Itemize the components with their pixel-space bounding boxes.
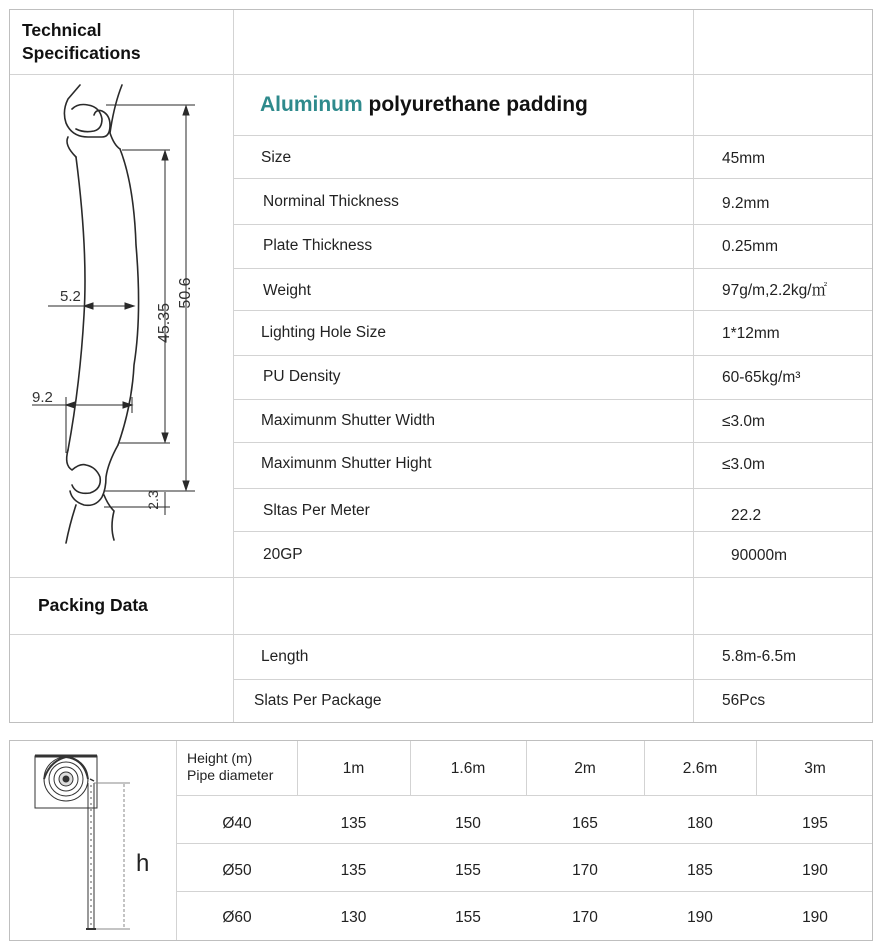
- spec-row-divider: [234, 399, 872, 400]
- pipe-cell: 190: [687, 909, 713, 926]
- slat-top-hook: [64, 85, 110, 137]
- spec-value-weight: 97g/m,2.2kg/㎡: [722, 282, 828, 299]
- slat-top-inner: [67, 137, 76, 157]
- packing-header: Packing Data: [38, 595, 148, 615]
- spec-row-divider: [234, 310, 872, 311]
- pipe-cell: 195: [802, 815, 828, 832]
- height-header-1-6m: 1.6m: [450, 760, 486, 777]
- spec-label-weight: Weight: [263, 282, 311, 299]
- pipe-cell: 135: [340, 815, 367, 832]
- spec-row-divider: [234, 135, 872, 136]
- spec-col-divider-2: [693, 10, 694, 722]
- pipe-cell: 150: [455, 815, 481, 832]
- pipe-label-50: Ø50: [222, 862, 252, 879]
- pipe-cell: 165: [572, 815, 598, 832]
- spec-value-max-width: ≤3.0m: [722, 413, 765, 430]
- spec-label-size: Size: [261, 149, 292, 166]
- height-header-2-6m: 2.6m: [682, 760, 718, 777]
- spec-row-divider: [234, 679, 872, 680]
- slat-top-hook-inner: [72, 105, 102, 132]
- spec-label-hole-size: Lighting Hole Size: [261, 324, 386, 341]
- pipe-label-40: Ø40: [222, 815, 252, 832]
- spec-value-20gp: 90000m: [731, 547, 788, 564]
- spec-header: [22, 19, 141, 65]
- spec-label-max-height: Maximunm Shutter Hight: [261, 455, 432, 472]
- slat-top-outer: [110, 85, 122, 149]
- dim-width-label: 9.2: [32, 389, 53, 406]
- spec-value-pu-density: 60-65kg/m³: [722, 369, 801, 386]
- spec-row-divider: [234, 355, 872, 356]
- pipe-cell: 130: [340, 909, 367, 926]
- spec-row-divider: [234, 488, 872, 489]
- pipe-table-header: [187, 750, 273, 784]
- pipe-cell: 185: [687, 862, 713, 879]
- slat-profile-drawing: [10, 75, 233, 577]
- pipe-cell: 190: [802, 862, 828, 879]
- packing-value-slats-per-package: 56Pcs: [722, 692, 766, 709]
- packing-label-length: Length: [261, 648, 309, 665]
- spec-header-line1: Technical: [22, 20, 102, 40]
- pipe-header-height: Height (m): [187, 750, 253, 766]
- pipe-cell: 155: [455, 862, 481, 879]
- spec-label-pu-density: PU Density: [263, 368, 341, 385]
- slat-bottom-hook: [67, 450, 101, 493]
- height-h-label: h: [136, 850, 150, 877]
- height-header-3m: 3m: [804, 760, 826, 777]
- spec-row-divider: [10, 634, 872, 635]
- spec-row-divider: [234, 531, 872, 532]
- spec-value-slats-per-meter: 22.2: [731, 507, 762, 524]
- spec-row-divider: [234, 268, 872, 269]
- slat-body-right: [118, 149, 139, 445]
- spec-label-plate-thickness: Plate Thickness: [263, 237, 373, 254]
- dim-total-label: 50.6: [177, 277, 194, 309]
- product-title-accent: Aluminum: [260, 93, 363, 116]
- pipe-label-60: Ø60: [222, 909, 252, 926]
- spec-value-hole-size: 1*12mm: [722, 325, 780, 342]
- spec-value-max-height: ≤3.0m: [722, 456, 765, 473]
- spec-value-nominal-thickness: 9.2mm: [722, 195, 770, 212]
- spec-value-size: 45mm: [722, 150, 766, 167]
- slat-bottom-left-tail: [66, 505, 76, 543]
- pipe-cell: 135: [340, 862, 367, 879]
- roller-shutter-illustration: [10, 741, 176, 940]
- height-header-2m: 2m: [574, 760, 596, 777]
- spec-label-max-width: Maximunm Shutter Width: [261, 412, 435, 429]
- pipe-row-divider: [177, 795, 872, 796]
- spec-value-plate-thickness: 0.25mm: [722, 238, 778, 255]
- slat-bottom-hook-outer: [70, 445, 118, 505]
- pipe-cell: 155: [455, 909, 481, 926]
- spec-label-nominal-thickness: Norminal Thickness: [263, 193, 399, 210]
- pipe-cell: 170: [572, 909, 598, 926]
- product-title-rest: polyurethane padding: [362, 93, 588, 116]
- dim-thickness-label: 5.2: [60, 288, 81, 305]
- dim-body-label: 45.35: [156, 302, 173, 344]
- pipe-row-divider: [177, 891, 872, 892]
- spec-row-divider: [10, 577, 872, 578]
- spec-col-divider-1: [233, 10, 234, 722]
- pipe-row-divider: [177, 843, 872, 844]
- slat-bottom-right-tail: [104, 495, 114, 540]
- spec-header-line2: Specifications: [22, 43, 141, 63]
- packing-label-slats-per-package: Slats Per Package: [254, 692, 382, 709]
- spec-label-slats-per-meter: Sltas Per Meter: [263, 502, 370, 519]
- dim-hook-label: 2.3: [145, 490, 161, 510]
- spec-row-divider: [234, 442, 872, 443]
- product-title: [260, 93, 588, 117]
- spec-row-divider: [234, 224, 872, 225]
- height-header-1m: 1m: [342, 760, 365, 777]
- spec-row-divider: [234, 178, 872, 179]
- pipe-cell: 170: [572, 862, 598, 879]
- pipe-cell: 180: [687, 815, 713, 832]
- pipe-header-diameter: Pipe diameter: [187, 767, 274, 783]
- packing-value-length: 5.8m-6.5m: [722, 648, 797, 665]
- spec-label-20gp: 20GP: [263, 546, 303, 563]
- pipe-cell: 190: [802, 909, 828, 926]
